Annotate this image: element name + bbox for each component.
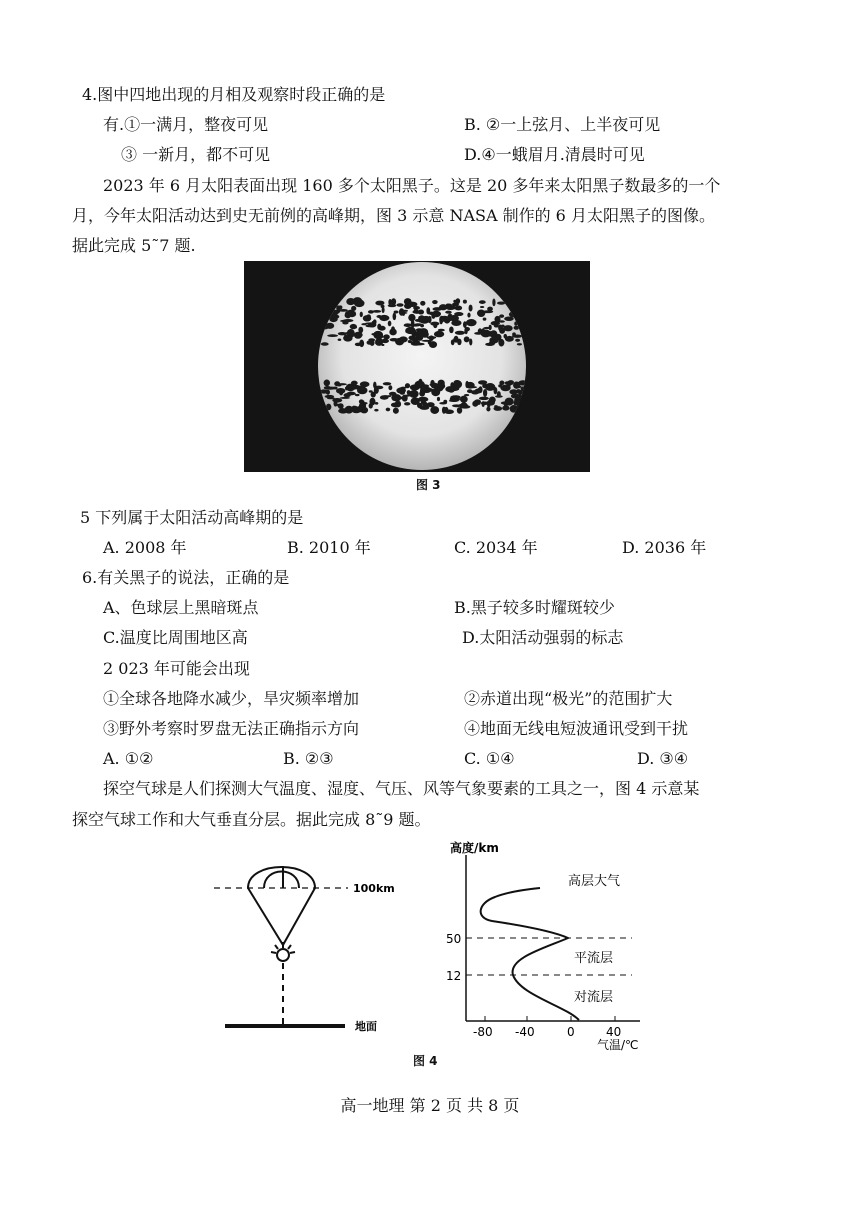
sunspot — [375, 402, 379, 405]
sunspot — [388, 385, 392, 390]
q4-stem: 4.图中四地出现的月相及观察时段正确的是 — [82, 85, 386, 104]
sunspot — [418, 315, 425, 323]
intro2-line2: 探空气球工作和大气垂直分层。据此完成 8˜9 题。 — [72, 810, 431, 829]
sunspot — [405, 331, 414, 334]
sunspot — [444, 410, 454, 414]
sunspot — [419, 391, 425, 397]
sunspot — [343, 335, 352, 342]
sunspot — [434, 331, 444, 337]
sunspot — [437, 397, 440, 401]
sunspot — [327, 397, 335, 399]
q7-stem: 2 023 年可能会出现 — [103, 659, 250, 678]
sunspot — [374, 334, 383, 339]
sunspot — [344, 393, 351, 397]
sunspot — [451, 339, 455, 345]
sunspot — [389, 329, 396, 336]
intro1-line3: 据此完成 5˜7 题. — [72, 236, 196, 255]
sunspot — [455, 331, 465, 335]
sunspot — [511, 394, 520, 398]
sunspot — [469, 386, 478, 388]
sunspot — [469, 338, 472, 345]
sunspot — [489, 337, 498, 344]
sunspot — [386, 408, 391, 412]
sunspot — [404, 402, 410, 405]
sunspot — [373, 382, 376, 389]
sun-globe-graphic — [244, 261, 590, 472]
sunspot — [396, 303, 403, 306]
sunspot — [457, 339, 461, 346]
q6-option-d: D.太阳活动强弱的标志 — [462, 628, 624, 647]
sunspot — [324, 386, 331, 389]
sunspot — [340, 320, 349, 322]
x-tick-40: 40 — [606, 1025, 622, 1039]
sunspot — [399, 336, 408, 342]
sunspot — [413, 309, 418, 314]
sunspot — [469, 305, 473, 312]
q7-option-b: B. ②③ — [283, 749, 334, 768]
sunspot — [416, 328, 423, 331]
q7-option-c: C. ①④ — [464, 749, 515, 768]
sunspot — [351, 306, 356, 311]
sunspot — [515, 339, 520, 342]
sunspot — [380, 395, 389, 399]
sunspot — [367, 340, 373, 344]
sunspot — [493, 387, 497, 394]
q4-option-a: 有.①一满月，整夜可见 — [103, 115, 269, 134]
sunspot — [366, 314, 371, 318]
sunspot — [512, 332, 516, 336]
sunspot — [491, 321, 500, 326]
sunspot — [446, 317, 456, 320]
q7-item-2: ②赤道出现“极光”的范围扩大 — [464, 689, 673, 708]
sunspot — [457, 407, 462, 414]
intro1-line2: 月，今年太阳活动达到史无前例的高峰期，图 3 示意 NASA 制作的 6 月太阳黑子的图像。 — [72, 206, 715, 225]
sunspot — [483, 310, 494, 313]
sunspot — [338, 408, 348, 413]
sunspot — [517, 343, 522, 345]
q7-item-1: ①全球各地降水减少，旱灾频率增加 — [103, 689, 360, 708]
sunspot — [479, 300, 486, 304]
sunspot — [408, 314, 415, 321]
sunspot — [351, 381, 358, 386]
sunspot — [429, 335, 434, 341]
sunspot — [454, 380, 462, 388]
sunspot — [410, 384, 420, 390]
sunspot — [443, 400, 447, 404]
sunspot — [363, 402, 368, 404]
sunspot — [460, 396, 468, 403]
q5-stem: 5 下列属于太阳活动高峰期的是 — [80, 508, 304, 527]
sunspot — [409, 390, 419, 398]
sunspot — [353, 326, 357, 328]
sunspot — [481, 330, 491, 338]
sunspot — [483, 318, 487, 321]
sunspot — [466, 319, 477, 326]
sunspot — [324, 380, 330, 387]
sunspot — [489, 396, 496, 403]
sunspot — [465, 381, 468, 388]
sunspot — [463, 300, 467, 304]
q6-option-a: A、色球层上黑暗斑点 — [103, 598, 259, 617]
q7-option-a: A. ①② — [103, 749, 154, 768]
y-tick-12: 12 — [446, 969, 462, 983]
sunspot — [439, 316, 443, 324]
sunspot — [321, 342, 329, 345]
sunspot — [388, 321, 392, 327]
q6-option-c: C.温度比周围地区高 — [103, 628, 248, 647]
sunspot — [414, 323, 422, 326]
x-axis-label: 气温/℃ — [597, 1038, 639, 1052]
sunspot — [432, 300, 438, 304]
sunspot — [394, 311, 399, 314]
sunspot — [472, 401, 478, 407]
sunspot — [336, 388, 345, 394]
sunspot — [416, 333, 424, 341]
sunspot — [479, 397, 489, 400]
sunspot — [365, 322, 376, 324]
sunspot — [505, 382, 513, 386]
q7-item-3: ③野外考察时罗盘无法正确指示方向 — [103, 719, 360, 738]
sunspot — [395, 401, 401, 408]
sunspot — [375, 342, 382, 345]
sunspot — [456, 298, 461, 304]
q5-option-a: A. 2008 年 — [103, 538, 187, 557]
sunspot — [352, 385, 362, 389]
sunspot — [378, 326, 385, 331]
sunspot — [375, 301, 384, 306]
sunspot — [360, 381, 370, 387]
sunspot — [368, 310, 374, 314]
q7-option-d: D. ③④ — [637, 749, 689, 768]
sunspot — [338, 332, 347, 335]
figure3-caption: 图 3 — [416, 478, 441, 492]
sunspot — [505, 398, 514, 406]
sunspot — [517, 391, 520, 393]
ground-label: 地面 — [355, 1020, 377, 1033]
sunspot — [345, 387, 349, 391]
sunspot — [449, 326, 454, 333]
sunspot — [432, 307, 442, 311]
temperature-curve — [481, 888, 579, 1020]
y-tick-50: 50 — [446, 932, 462, 946]
sunspot — [480, 306, 484, 308]
sunspot — [405, 323, 410, 326]
sunspot — [477, 310, 485, 318]
sunspot — [404, 298, 412, 305]
sunspot — [426, 307, 430, 314]
q4-option-c: ③ 一新月，都不可见 — [121, 145, 271, 164]
q7-item-4: ④地面无线电短波通讯受到干扰 — [464, 719, 689, 738]
sunspot — [369, 398, 375, 406]
sunspot — [514, 385, 522, 388]
q6-stem: 6.有关黑子的说法，正确的是 — [82, 568, 290, 587]
sunspot — [327, 334, 338, 337]
sunspot — [374, 409, 378, 412]
x-tick-0: 0 — [567, 1025, 575, 1039]
sunspot — [504, 316, 514, 321]
sunspot — [493, 406, 502, 411]
sunspot — [492, 299, 495, 307]
sunspot — [333, 401, 337, 407]
sunspot — [419, 406, 429, 410]
sunspot — [446, 306, 449, 309]
sunspot — [346, 298, 355, 305]
sunspot — [503, 334, 507, 339]
sunspot — [390, 338, 399, 342]
sunspot — [405, 394, 411, 396]
sunspot — [354, 332, 363, 338]
sunspot — [336, 308, 340, 313]
sunspot — [513, 401, 518, 406]
sunspot — [400, 312, 408, 314]
sunspot — [502, 406, 509, 411]
x-tick-m80: -80 — [473, 1025, 493, 1039]
q5-option-c: C. 2034 年 — [454, 538, 538, 557]
sunspot — [478, 388, 482, 392]
sunspot — [369, 390, 373, 392]
sunspot — [382, 307, 385, 313]
sunspot — [446, 387, 455, 391]
sunspot — [489, 325, 492, 331]
sunspot — [383, 334, 390, 339]
q5-option-b: B. 2010 年 — [287, 538, 371, 557]
layer-strat-label: 平流层 — [574, 951, 614, 966]
sunspot — [452, 404, 461, 407]
q5-option-d: D. 2036 年 — [622, 538, 707, 557]
sunspot — [393, 408, 399, 414]
sunspot — [498, 324, 502, 331]
sunspot — [383, 382, 392, 385]
sunspot — [414, 343, 424, 346]
sunspot — [430, 406, 439, 414]
q6-option-b: B.黑子较多时耀斑较少 — [454, 598, 615, 617]
intro1-line1: 2023 年 6 月太阳表面出现 160 多个太阳黑子。这是 20 多年来太阳黑子数最多的一个 — [103, 176, 721, 195]
sunspot — [495, 395, 503, 398]
page-footer: 高一地理 第 2 页 共 8 页 — [340, 1096, 520, 1115]
sunspot — [351, 406, 362, 413]
layer-upper-label: 高层大气 — [568, 874, 621, 889]
q4-option-b: B. ②一上弦月、上半夜可见 — [464, 115, 661, 134]
balloon-illustration — [225, 866, 345, 1026]
sunspot — [411, 322, 414, 329]
sunspot — [393, 394, 402, 401]
sunspot — [483, 389, 487, 397]
sunspot — [431, 388, 440, 396]
sunspot — [340, 397, 350, 399]
sunspot — [408, 340, 412, 343]
sunspot — [379, 315, 389, 321]
sunspot-image — [244, 261, 590, 472]
sunspot — [431, 383, 439, 389]
figure4-caption: 图 4 — [413, 1054, 438, 1068]
sunspot — [347, 311, 356, 314]
sunspot — [391, 298, 396, 305]
balloon-100km-label: 100km — [353, 882, 395, 895]
sunspot — [355, 394, 360, 396]
y-axis-label: 高度/km — [450, 841, 499, 855]
sunspot — [453, 395, 461, 398]
sunspot — [420, 301, 425, 306]
sunspot — [499, 381, 504, 386]
layer-trop-label: 对流层 — [574, 990, 614, 1005]
sunspot — [481, 402, 489, 405]
sunspot — [454, 312, 463, 316]
sunspot — [396, 387, 406, 393]
sunspot — [464, 336, 470, 342]
sunspot — [412, 341, 420, 343]
sunspot — [430, 322, 439, 326]
sunspot — [467, 313, 470, 318]
sunspot — [445, 311, 452, 314]
intro2-line1: 探空气球是人们探测大气温度、湿度、气压、风等气象要素的工具之一，图 4 示意某 — [103, 779, 700, 798]
sunspot — [359, 340, 364, 347]
figure4-diagram — [200, 836, 680, 1052]
x-tick-m40: -40 — [515, 1025, 535, 1039]
sunspot — [337, 383, 347, 385]
sunspot — [432, 311, 441, 318]
sunspot — [449, 399, 459, 401]
sunspot — [486, 407, 490, 412]
sunspot — [499, 320, 505, 323]
sunspot — [360, 312, 363, 318]
sunspot — [338, 339, 342, 341]
q4-option-d: D.④一蛾眉月.清晨时可见 — [464, 145, 645, 164]
sunspot — [393, 313, 397, 321]
